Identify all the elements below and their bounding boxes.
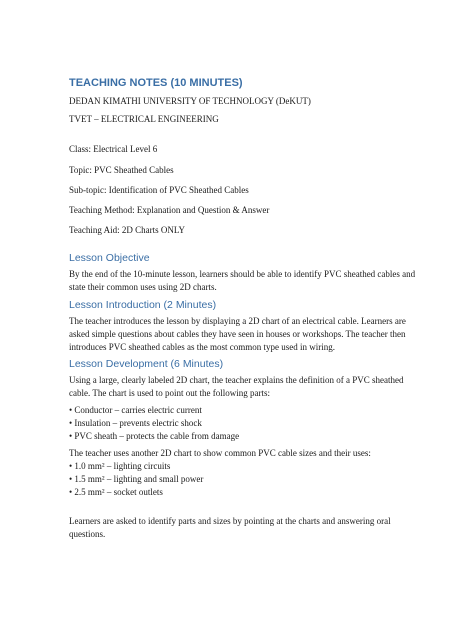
topic-line: Topic: PVC Sheathed Cables (69, 165, 174, 175)
list-item: • PVC sheath – protects the cable from damage (69, 431, 240, 441)
development-text-2: The teacher uses another 2D chart to show common PVC cable sizes and their uses: (69, 448, 371, 458)
aid-line: Teaching Aid: 2D Charts ONLY (69, 225, 185, 235)
cable-parts-list (69, 404, 239, 443)
list-item: • 2.5 mm² – socket outlets (69, 487, 163, 497)
objective-text: By the end of the 10-minute lesson, learners should be able to identify PVC sheathed cables and state their common uses using 2D charts. (69, 269, 416, 292)
list-item: • Insulation – prevents electric shock (69, 418, 202, 428)
list-item: • Conductor – carries electric current (69, 405, 202, 415)
development-text-3: Learners are asked to identify parts and sizes by pointing at the charts and answering oral questions. (69, 516, 391, 539)
method-line: Teaching Method: Explanation and Question & Answer (69, 205, 270, 215)
development-text-1: Using a large, clearly labeled 2D chart, the teacher explains the definition of a PVC sheathed cable. The chart is used to point out the following parts: (69, 375, 404, 398)
list-item: • 1.5 mm² – lighting and small power (69, 474, 204, 484)
cable-sizes-list (69, 460, 203, 499)
class-line: Class: Electrical Level 6 (69, 144, 158, 154)
department-name: TVET – ELECTRICAL ENGINEERING (69, 114, 219, 124)
objective-heading: Lesson Objective (69, 252, 150, 264)
subtopic-line: Sub-topic: Identification of PVC Sheathed Cables (69, 185, 249, 195)
introduction-text: The teacher introduces the lesson by displaying a 2D chart of an electrical cable. Learners are asked simple questions about cables they have seen in houses or workshops. The teacher then introduces PVC sheathed cables as the most common type used in wiring. (69, 316, 406, 352)
university-name: DEDAN KIMATHI UNIVERSITY OF TECHNOLOGY (DeKUT) (69, 96, 311, 106)
introduction-heading: Lesson Introduction (2 Minutes) (69, 299, 217, 311)
list-item: • 1.0 mm² – lighting circuits (69, 461, 171, 471)
development-heading: Lesson Development (6 Minutes) (69, 358, 224, 370)
document-title: TEACHING NOTES (10 MINUTES) (69, 77, 243, 89)
